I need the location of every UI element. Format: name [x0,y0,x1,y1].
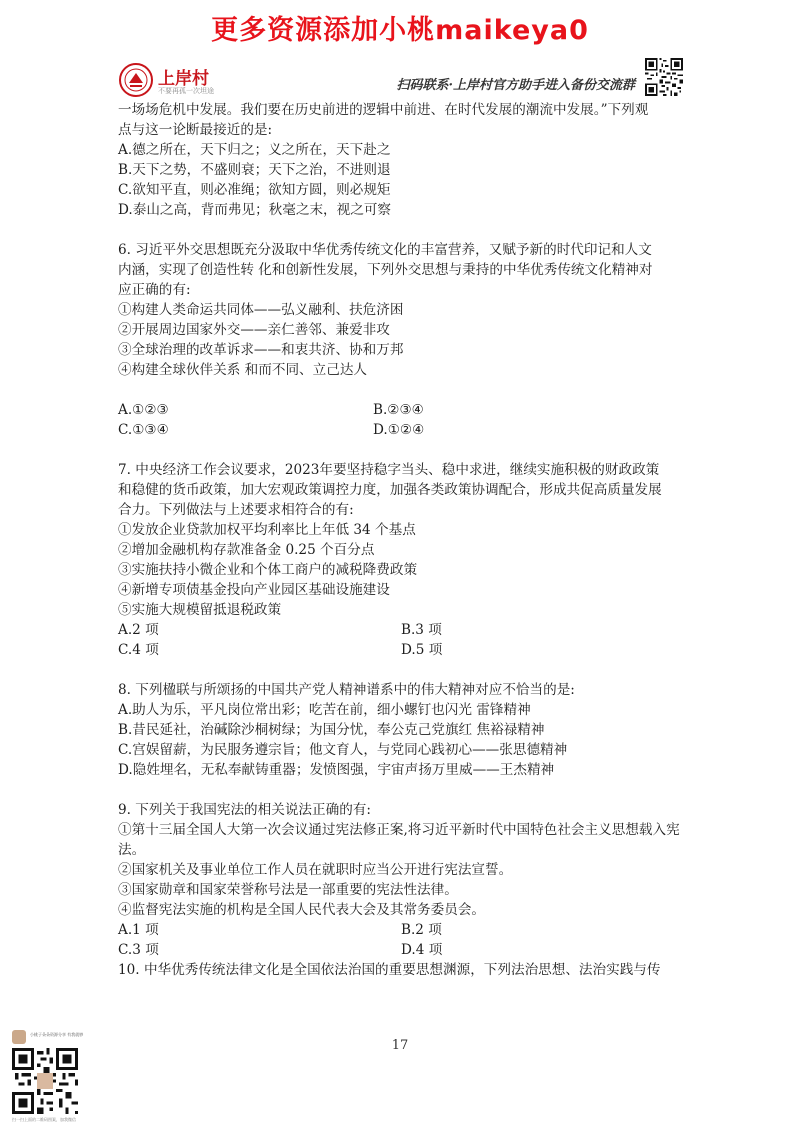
choice-b: B.②③④ [373,402,424,418]
option-b: B.昔民延社，治碱除沙桐树绿；为国分忧，奉公克己党旗红 焦裕禄精神 [118,722,545,738]
avatar [12,1030,26,1044]
wechat-card [12,1030,112,1124]
statement-item: ③实施扶持小微企业和个体工商户的减税降费政策 [118,562,418,578]
promo-banner: 更多资源添加小桃maikeya0 [211,15,589,46]
choice-row [118,400,683,420]
stem-line: 10. 中华优秀传统法律文化是全国依法治国的重要思想渊源，下列法治思想、法治实践与传 [118,962,661,978]
option-a: A.助人为乐，平凡岗位常出彩；吃苦在前，细小螺钉也闪光 雷锋精神 [118,702,531,718]
stem-line: 8. 下列楹联与所颂扬的中国共产党人精神谱系中的伟大精神对应不恰当的是: [118,682,575,698]
question-6 [118,240,683,440]
option-d: D.泰山之高，背而弗见；秋毫之末，视之可察 [118,202,392,218]
option-c: C.宫娱留薪，为民服务遵宗旨；他文育人，与党同心践初心——张思德精神 [118,742,568,758]
statement-item: ①发放企业贷款加权平均利率比上年低 34 个基点 [118,522,416,538]
statement-item: ④构建全球伙伴关系 和而不同、立己达人 [118,362,368,378]
stem-line: 7. 中央经济工作会议要求，2023年要坚持稳字当头、稳中求进，继续实施积极的财政政策 [118,462,660,478]
choice-d: D.4 项 [401,942,443,958]
stem-line: 一场场危机中发展。我们要在历史前进的逻辑中前进、在时代发展的潮流中发展。”下列观 [118,102,649,118]
option-c: C.欲知平直，则必准绳；欲知方圆，则必规矩 [118,182,391,198]
qr-caption: 扫一扫上面的二维码图案，加我微信 [12,1117,76,1122]
choice-d: D.①②④ [373,422,425,438]
choice-row [118,920,683,940]
choice-b: B.3 项 [401,622,442,638]
stem-line: 6. 习近平外交思想既充分汲取中华优秀传统文化的丰富营养，又赋予新的时代印记和人文 [118,242,652,258]
wechat-qr-code-icon [12,1048,78,1114]
choice-a: A.2 项 [118,622,159,638]
choice-a: A.①②③ [118,402,169,418]
brand-name: 上岸村 [158,69,209,89]
statement-item: ②开展周边国家外交——亲仁善邻、兼爱非攻 [118,322,390,338]
stem-line: 点与这一论断最接近的是: [118,122,273,138]
statement-item: ①构建人类命运共同体——弘义融利、扶危济困 [118,302,404,318]
question-8 [118,680,683,780]
statement-item: ⑤实施大规模留抵退税政策 [118,602,282,618]
statement-item: ②国家机关及事业单位工作人员在就职时应当公开进行宪法宣誓。 [118,862,513,878]
statement-item: ②增加金融机构存款准备金 0.25 个百分点 [118,542,375,558]
choice-row [118,940,683,960]
stem-line: 合力。下列做法与上述要求相符合的有: [118,502,354,518]
choice-row [118,640,683,660]
stem-line: 应正确的有: [118,282,191,298]
brand-slogan: 不要再孤一次坦途 [158,87,214,95]
statement-item: ③全球治理的改革诉求——和衷共济、协和万邦 [118,342,404,358]
choice-row [118,620,683,640]
question-7 [118,460,683,660]
question-10 [118,960,683,980]
header-note: 扫码联系·上岸村官方助手进入备份交流群 [396,78,635,93]
choice-b: B.2 项 [401,922,442,938]
choice-c: C.4 项 [118,642,159,658]
question-content [118,100,683,980]
qr-code-icon [645,58,683,96]
question-5-continued [118,100,683,220]
stem-line: 内涵，实现了创造性转 化和创新性发展，下列外交思想与秉持的中华优秀传统文化精神对 [118,262,653,278]
stem-line: 和稳健的货币政策，加大宏观政策调控力度，加强各类政策协调配合，形成共促高质量发展 [118,482,662,498]
statement-item: ①第十三届全国人大第一次会议通过宪法修正案,将习近平新时代中国特色社会主义思想载入宪法。 [118,822,680,858]
choice-c: C.①③④ [118,422,169,438]
option-d: D.隐姓埋名，无私奉献铸重器；发愤图强，宇宙声扬万里威——王杰精神 [118,762,555,778]
choice-c: C.3 项 [118,942,159,958]
choice-d: D.5 项 [401,642,443,658]
question-9 [118,800,683,960]
statement-item: ③国家勋章和国家荣誉称号法是一部重要的宪法性法律。 [118,882,458,898]
contact-name: 小桃子朵朵资源分享 有我就够 [30,1032,84,1037]
statement-item: ④监督宪法实施的机构是全国人民代表大会及其常务委员会。 [118,902,486,918]
option-b: B.天下之势，不盛则衰；天下之治，不进则退 [118,162,391,178]
choice-a: A.1 项 [118,922,159,938]
page-header [118,58,683,98]
choice-row [118,420,683,440]
page-number: 17 [391,1038,409,1053]
shanghancun-logo-icon [118,62,154,98]
stem-line: 9. 下列关于我国宪法的相关说法正确的有: [118,802,371,818]
option-a: A.德之所在，天下归之；义之所在，天下赴之 [118,142,391,158]
statement-item: ④新增专项债基金投向产业园区基础设施建设 [118,582,390,598]
